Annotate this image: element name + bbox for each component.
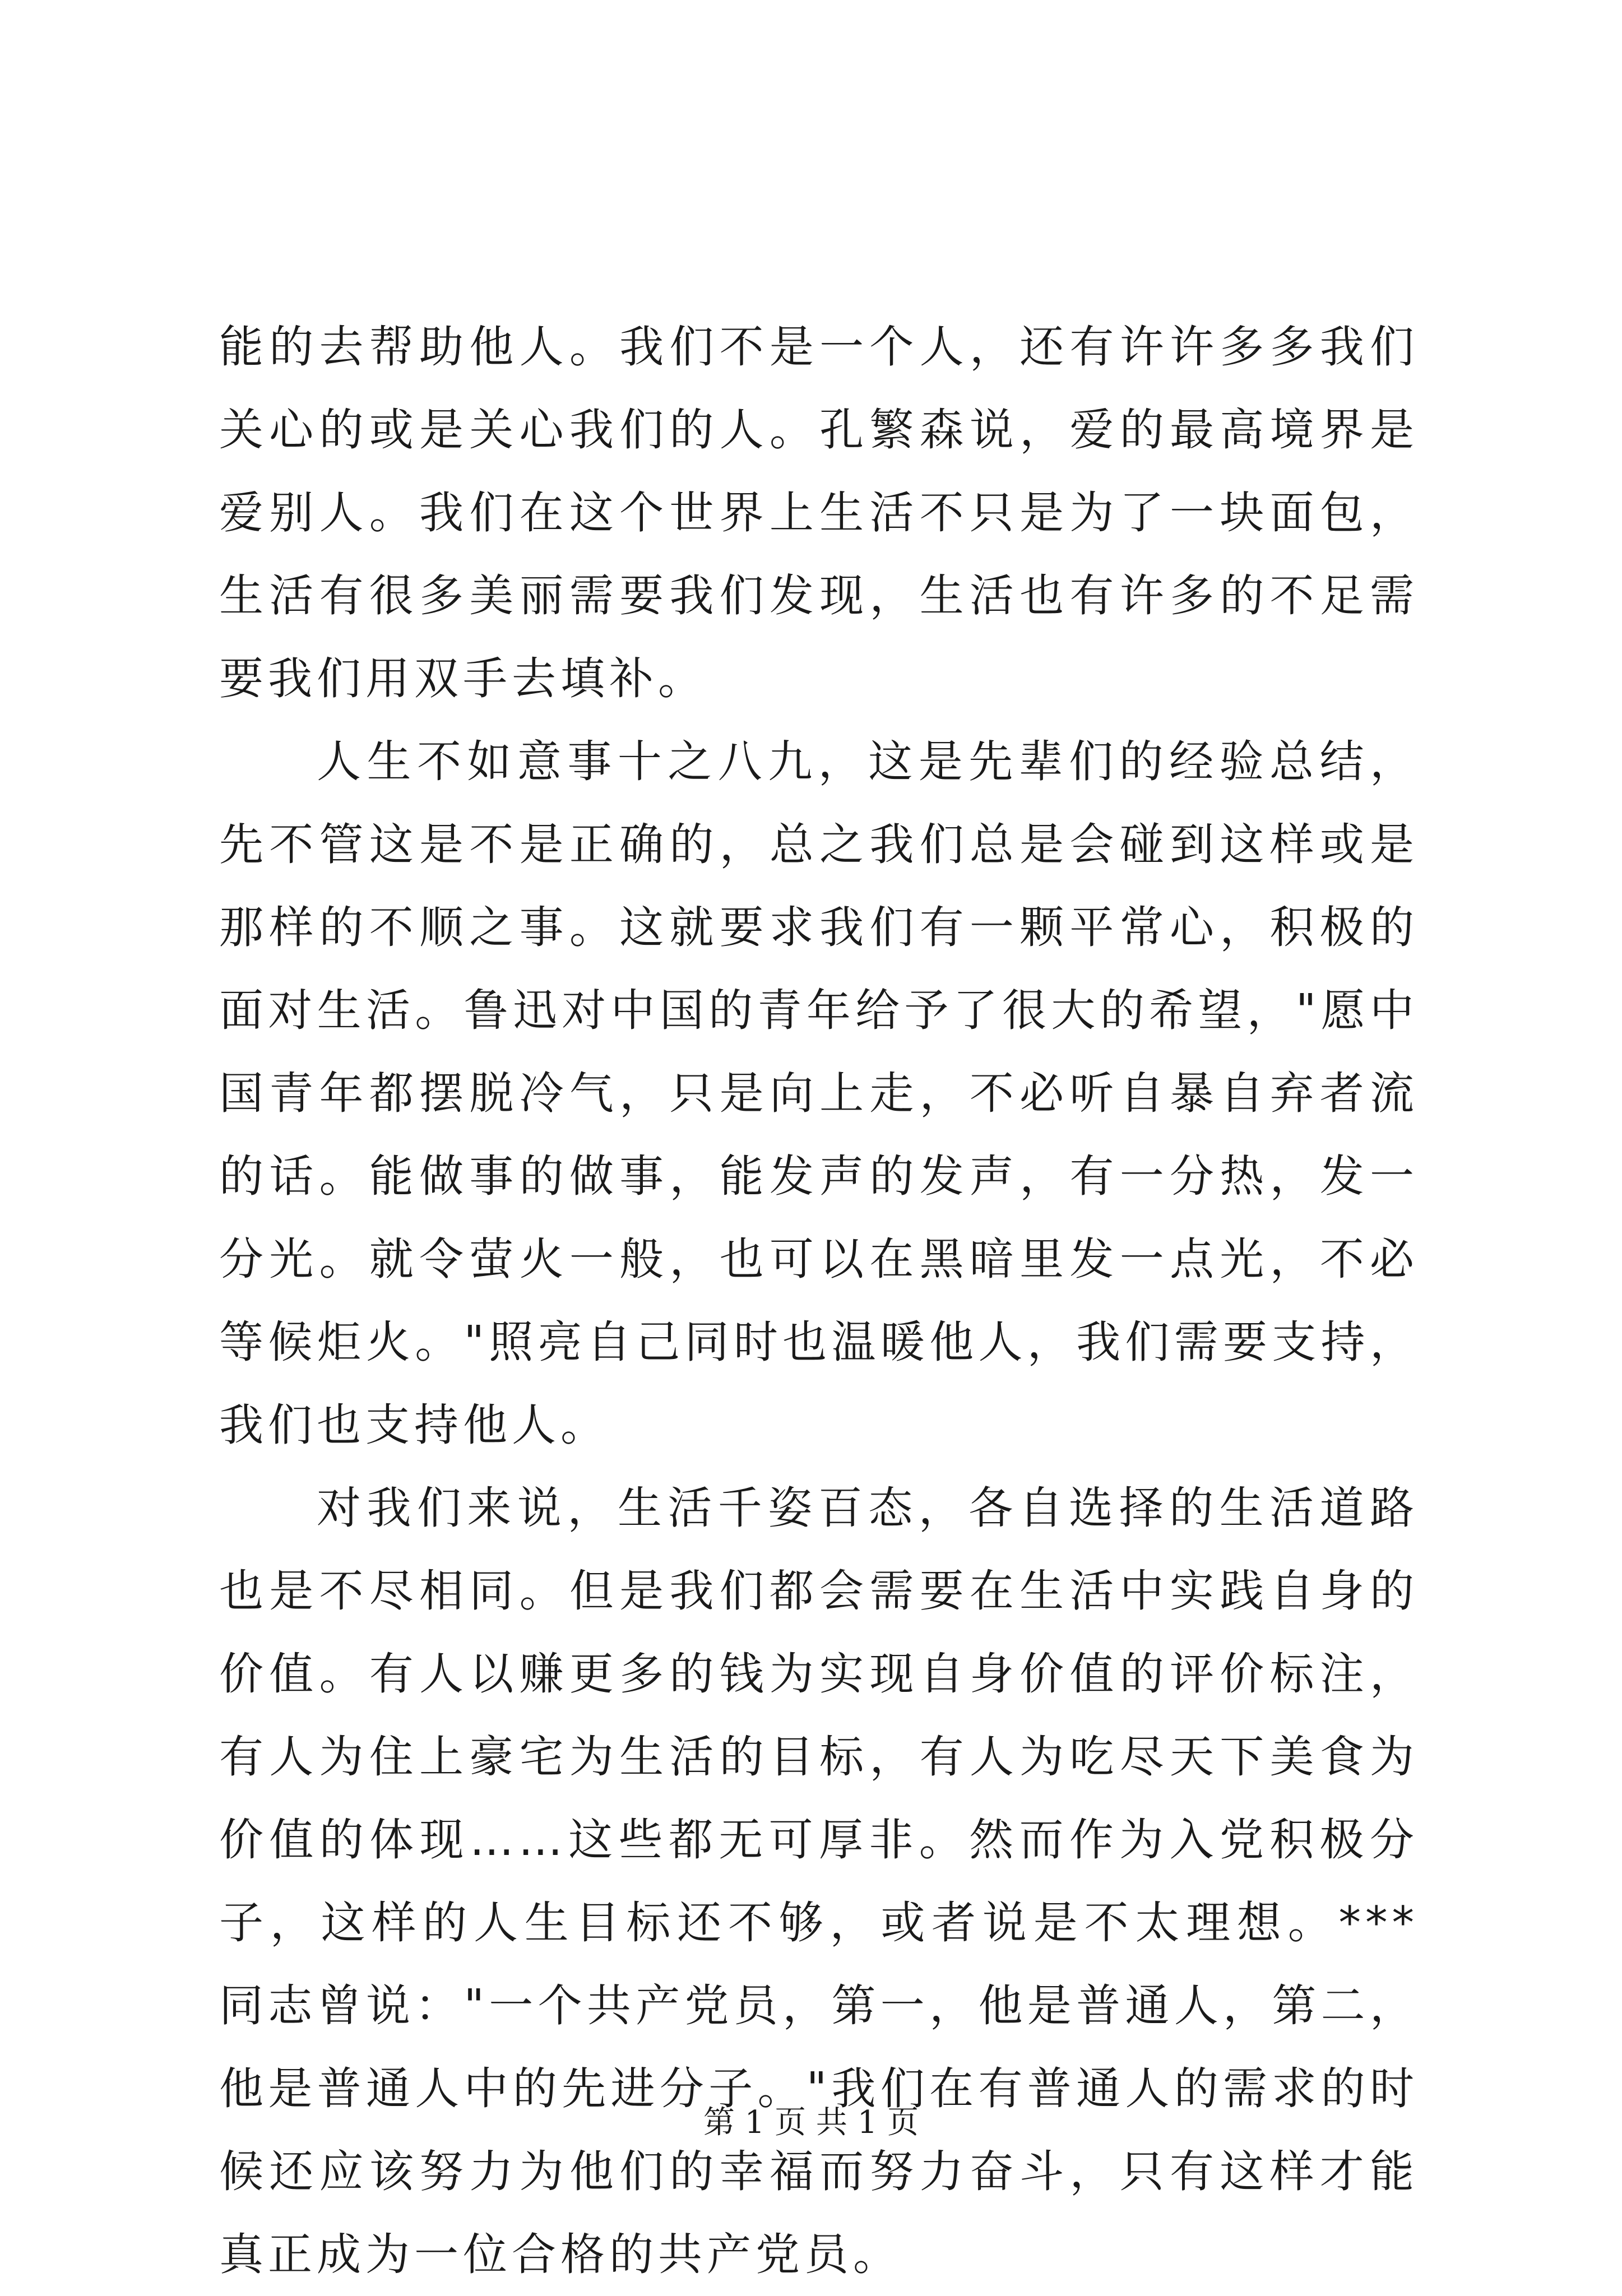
page-footer: 第 1 页 共 1 页 <box>703 2104 919 2141</box>
paragraph-1: 能的去帮助他人。我们不是一个人，还有许许多多我们关心的或是关心我们的人。孔繁森说，爱的最高境界是爱别人。我们在这个世界上生活不只是为了一块面包，生活有很多美丽需要我们发现，生活也有许多的不足需要我们用双手去填补。 <box>219 321 1419 704</box>
document-body <box>219 305 1419 2296</box>
paragraph-2: 人生不如意事十之八九，这是先辈们的经验总结，先不管这是不是正确的，总之我们总是会碰到这样或是那样的不顺之事。这就要求我们有一颗平常心，积极的面对生活。鲁迅对中国的青年给予了很大的希望，"愿中国青年都摆脱冷气，只是向上走，不必听自暴自弃者流的话。能做事的做事，能发声的发声，有一分热，发一分光。就令萤火一般，也可以在黑暗里发一点光，不必等候炬火。"照亮自己同时也温暖他人，我们需要支持，我们也支持他人。 <box>219 736 1419 1451</box>
paragraph-3: 对我们来说，生活千姿百态，各自选择的生活道路也是不尽相同。但是我们都会需要在生活中实践自身的价值。有人以赚更多的钱为实现自身价值的评价标注，有人为住上豪宅为生活的目标，有人为吃尽天下美食为价值的体现……这些都无可厚非。然而作为入党积极分子，这样的人生目标还不够，或者说是不太理想。***同志曾说："一个共产党员，第一，他是普通人，第二，他是普通人中的先进分子。"我们在有普通人的需求的时候还应该努力为他们的幸福而努力奋斗，只有这样才能真正成为一位合格的共产党员。 <box>219 1482 1419 2280</box>
